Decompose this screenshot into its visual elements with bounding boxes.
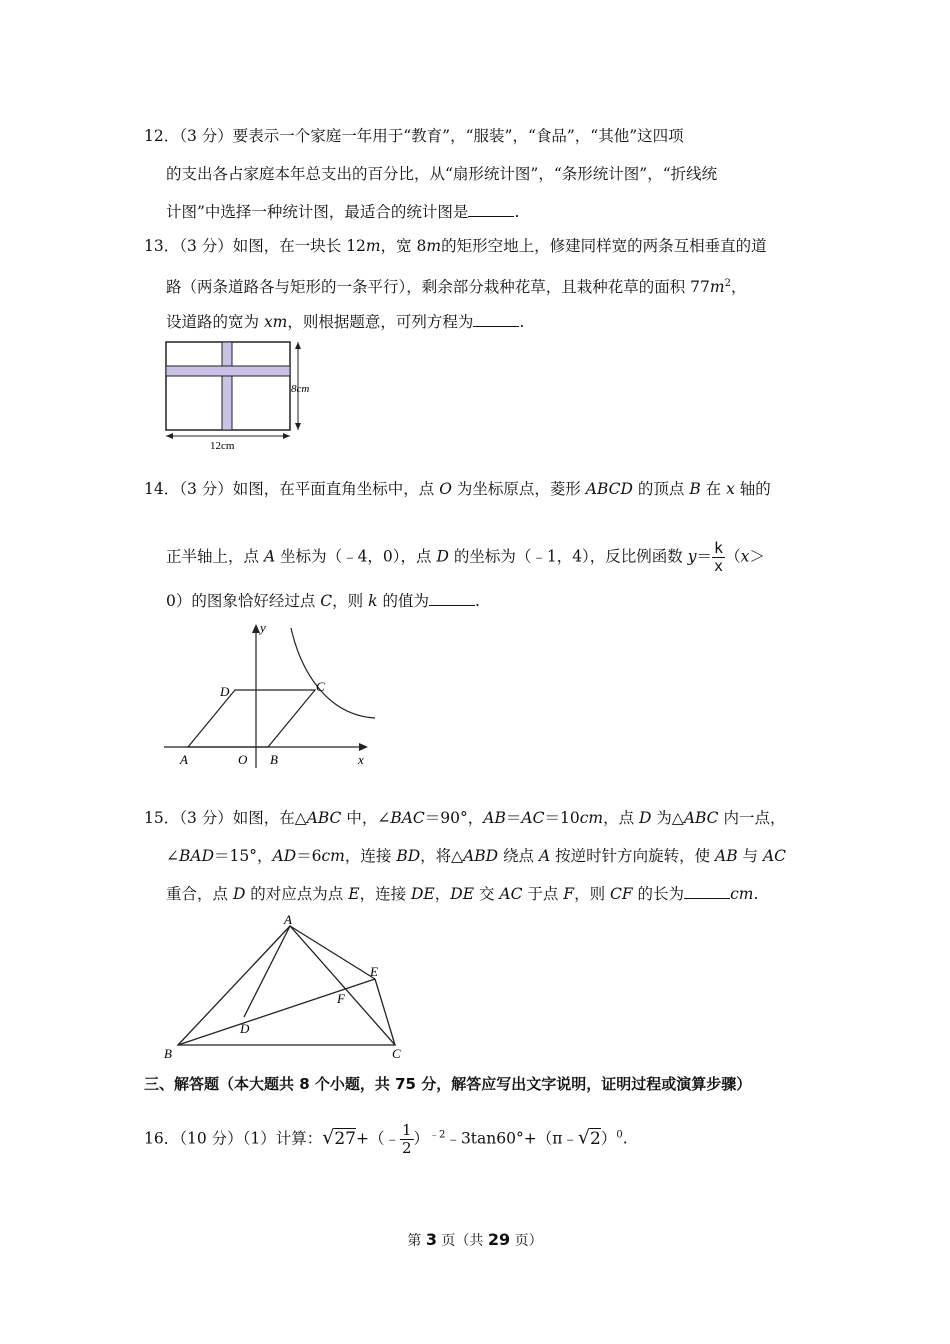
var-a: A — [263, 547, 276, 566]
var-ab: AB — [715, 847, 738, 865]
q14-period: . — [474, 592, 480, 610]
q15-text-h: 内一点， — [718, 809, 786, 827]
q16-line-1 — [144, 1122, 628, 1157]
height-label: 8cm — [291, 383, 310, 395]
q14-rhombus-figure — [160, 618, 380, 768]
q13-period: . — [519, 313, 525, 331]
q14-text-f: 正半轴上，点 — [166, 547, 264, 566]
frac-num: k — [714, 539, 724, 557]
q14-text-d: 在 — [700, 480, 727, 498]
var-x: x — [726, 480, 735, 498]
q15-text-q: 的对应点为点 — [245, 885, 349, 903]
var-d: D — [436, 547, 449, 566]
q15-text-v: 的长为 — [632, 885, 685, 903]
label-a: A — [180, 752, 188, 767]
unit-m: m — [709, 278, 725, 297]
q14-text-g: 坐标为（﹣4，0），点 — [275, 547, 437, 566]
q15-text-o: 与 — [737, 847, 763, 865]
q16-text-b: +（﹣ — [356, 1129, 400, 1148]
var-ad: AD — [272, 847, 297, 865]
var-abcd: ABCD — [585, 480, 633, 498]
var-ab: AB — [483, 809, 506, 827]
segment-ae — [290, 926, 375, 979]
q15-text-l: ，将△ — [420, 847, 464, 865]
q15-line-2 — [166, 846, 786, 866]
q15-text-i: ＝15°， — [214, 847, 273, 865]
q13-text-b: ，宽 8 — [380, 237, 427, 255]
frac-den: x — [714, 557, 724, 575]
q12-line-3 — [166, 202, 519, 222]
q13-line-2 — [166, 274, 747, 297]
q13-line-1 — [144, 236, 767, 256]
var-e: E — [348, 885, 360, 903]
label-c: C — [316, 679, 325, 694]
total-pages: 29 — [487, 1230, 511, 1249]
label-f: F — [337, 991, 345, 1006]
var-abc: ABC — [306, 809, 342, 827]
q15-triangle-figure — [160, 910, 410, 1065]
half-fraction — [400, 1122, 414, 1157]
q15-text-p: 重合，点 — [166, 885, 233, 903]
var-bad: BAD — [179, 847, 215, 865]
var-cf: CF — [610, 885, 633, 903]
label-x: x — [358, 752, 364, 767]
rhombus-abcd — [188, 690, 315, 747]
exponent-0: 0 — [616, 1129, 623, 1141]
horizontal-road — [166, 366, 290, 376]
sqrt-icon: √ — [322, 1126, 335, 1149]
q13-text-c: 的矩形空地上，修建同样宽的两条互相垂直的道 — [441, 237, 767, 255]
label-c: C — [392, 1046, 401, 1061]
width-label: 12cm — [210, 440, 235, 452]
q13-text-a: 13．（3 分）如图，在一块长 12 — [144, 237, 366, 255]
label-b: B — [164, 1046, 172, 1061]
page-footer — [0, 1230, 950, 1250]
paren: （ — [725, 547, 741, 566]
var-y: y — [687, 547, 697, 566]
q13-text-f: ，则根据题意，可列方程为 — [287, 313, 474, 331]
k-over-x-fraction — [712, 540, 725, 575]
q15-text-k: ，连接 — [344, 847, 397, 865]
q15-text-r: ，连接 — [359, 885, 411, 903]
page-number: 3 — [425, 1230, 437, 1249]
footer-text-a: 第 — [407, 1233, 426, 1249]
q12-text: 计图”中选择一种统计图，最适合的统计图是 — [166, 203, 469, 221]
unit-m: m — [365, 237, 381, 255]
var-xm: xm — [263, 313, 288, 331]
answer-blank — [468, 202, 514, 217]
equals: ＝ — [696, 547, 713, 566]
frac-den: 2 — [402, 1139, 412, 1157]
q15-text-g: 为△ — [651, 809, 684, 827]
q15-text-c: ＝90°， — [424, 809, 484, 827]
angle-sign: ∠ — [166, 847, 179, 865]
answer-blank — [473, 312, 519, 327]
q15-text-a: 15．（3 分）如图，在△ — [144, 809, 307, 827]
label-b: B — [270, 752, 278, 767]
var-f: F — [563, 885, 575, 903]
var-abc: ABC — [683, 809, 719, 827]
q14-line-1 — [144, 479, 771, 499]
q14-text-j: ，则 — [332, 592, 369, 610]
unit-m: m — [426, 237, 442, 255]
var-ac: AC — [499, 885, 523, 903]
q15-text-f: ，点 — [603, 809, 640, 827]
var-x: x — [740, 547, 750, 566]
radicand-27: 27 — [334, 1128, 356, 1149]
var-bac: BAC — [390, 809, 425, 827]
q15-text-m: 绕点 — [498, 847, 539, 865]
q13-comma: ， — [730, 278, 747, 297]
q13-line-3 — [166, 312, 524, 332]
paren-close: ） — [600, 1129, 617, 1148]
q16-text-d: ﹣3tan60°+（π﹣ — [445, 1129, 578, 1148]
q13-text-e: 设道路的宽为 — [166, 313, 264, 331]
var-c: C — [320, 592, 333, 610]
q15-text-j: ＝6 — [296, 847, 322, 865]
q16-period: . — [622, 1129, 628, 1148]
greater-than: ＞ — [749, 547, 765, 566]
label-d: D — [220, 684, 230, 699]
var-bd: BD — [396, 847, 421, 865]
vertical-road — [222, 342, 232, 430]
sqrt-icon: √ — [577, 1126, 591, 1149]
label-o: O — [238, 752, 248, 767]
section-heading: 三、解答题（本大题共 8 个小题，共 75 分，解答应写出文字说明，证明过程或演算步骤） — [144, 1075, 752, 1093]
q13-road-figure — [160, 338, 325, 453]
unit-cm: cm — [579, 809, 604, 827]
var-a: A — [538, 847, 551, 865]
unit-cm: cm — [730, 885, 754, 903]
var-ac: AC — [521, 809, 545, 827]
var-ac: AC — [762, 847, 787, 865]
q13-text-d: 路（两条道路各与矩形的一条平行），剩余部分栽种花草，且栽种花草的面积 77 — [166, 278, 710, 297]
segment-ad — [244, 926, 290, 1017]
q15-text-u: ，则 — [574, 885, 610, 903]
q14-text-h: 的坐标为（﹣1，4），反比例函数 — [448, 547, 688, 566]
q16-text-a: 16．（10 分）（1）计算： — [144, 1129, 323, 1148]
q15-text-b: 中，∠ — [341, 809, 391, 827]
var-abd: ABD — [463, 847, 499, 865]
q14-text-b: 为坐标原点，菱形 — [451, 480, 586, 498]
label-d: D — [240, 1021, 250, 1036]
exponent-neg2: ﹣2 — [429, 1129, 446, 1141]
segment-bde — [178, 979, 375, 1045]
q12-line-1: 12．（3 分）要表示一个家庭一年用于“教育”，“服装”，“食品”，“其他”这四项 — [144, 127, 684, 145]
triangle-abc — [178, 926, 395, 1045]
q14-line-2 — [166, 540, 765, 575]
q14-text-c: 的顶点 — [632, 480, 690, 498]
q14-text-i: 0）的图象恰好经过点 — [166, 592, 321, 610]
paren-close: ） — [413, 1129, 430, 1148]
var-d: D — [232, 885, 246, 903]
var-de: DE — [411, 885, 435, 903]
radicand-2: 2 — [590, 1128, 601, 1149]
segment-ec — [375, 979, 395, 1045]
q15-text-t: 于点 — [522, 885, 564, 903]
var-de: DE — [450, 885, 475, 903]
q14-line-3 — [166, 591, 480, 611]
q15-text-n: 按逆时针方向旋转，使 — [550, 847, 716, 865]
label-y: y — [260, 620, 266, 635]
q15-line-3 — [166, 884, 758, 904]
answer-blank — [429, 591, 475, 606]
q15-text-e: ＝10 — [544, 809, 580, 827]
q15-period: . — [753, 885, 759, 903]
q12-period: . — [514, 203, 520, 221]
label-e: E — [370, 964, 378, 979]
q15-text-s: 交 — [474, 885, 500, 903]
q14-text-a: 14．（3 分）如图，在平面直角坐标中，点 — [144, 480, 440, 498]
q15-comma: ， — [434, 885, 451, 903]
q15-line-1 — [144, 808, 785, 828]
var-k: k — [368, 592, 378, 610]
q14-text-e: 轴的 — [734, 480, 771, 498]
footer-text-b: 页（共 — [436, 1233, 488, 1249]
unit-cm: cm — [321, 847, 345, 865]
answer-blank — [684, 884, 730, 899]
q14-text-k: 的值为 — [377, 592, 429, 610]
var-o: O — [439, 480, 452, 498]
frac-num: 1 — [402, 1121, 412, 1139]
superscript-2: 2 — [724, 278, 731, 289]
q12-line-2: 的支出各占家庭本年总支出的百分比，从“扇形统计图”，“条形统计图”，“折线统 — [166, 165, 718, 183]
var-d: D — [639, 809, 652, 827]
var-b: B — [689, 480, 701, 498]
footer-text-c: 页） — [510, 1233, 543, 1249]
q15-text-d: ＝ — [505, 809, 522, 827]
label-a: A — [284, 912, 292, 927]
